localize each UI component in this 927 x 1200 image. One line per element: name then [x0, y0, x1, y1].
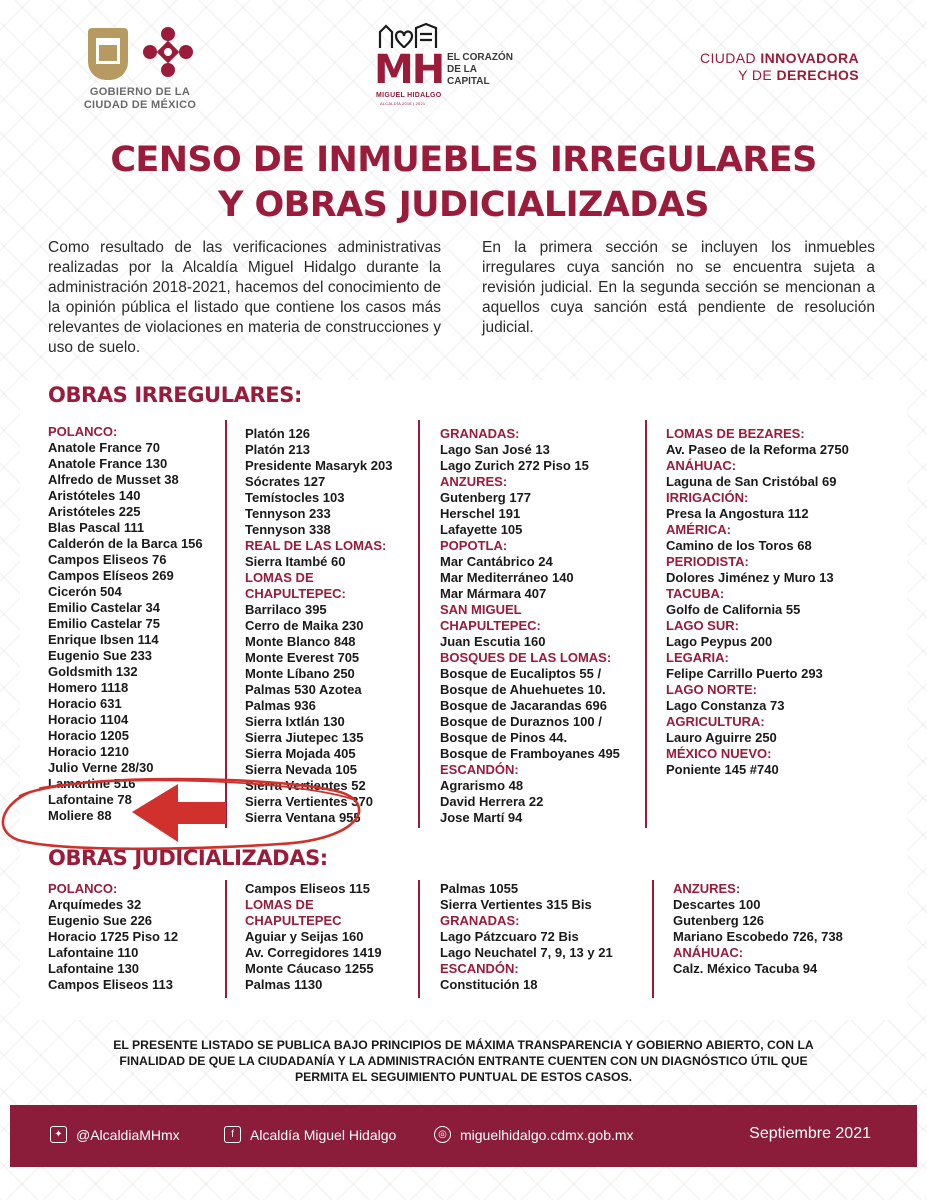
- twitter-icon: ✦: [50, 1126, 67, 1143]
- column-divider: [225, 420, 227, 828]
- list-item: Horacio 1210: [48, 744, 129, 759]
- column-divider: [225, 880, 227, 998]
- facebook-icon: f: [224, 1126, 241, 1143]
- list-item: Av. Corregidores 1419: [245, 945, 382, 960]
- notice-line2: FINALIDAD DE QUE LA CIUDADANÍA Y LA ADMINISTRACIÓN ENTRANTE CUENTEN CON UN DIAGNÓSTICO ÚTIL QUE: [119, 1054, 808, 1068]
- category-label: SAN MIGUEL: [440, 602, 522, 617]
- list-item: Av. Paseo de la Reforma 2750: [666, 442, 849, 457]
- arrow-icon: [132, 784, 226, 842]
- list-item: Dolores Jiménez y Muro 13: [666, 570, 834, 585]
- judicializadas-column-2: [245, 881, 435, 993]
- page-title: [0, 138, 927, 228]
- category-label: POLANCO:: [48, 881, 118, 896]
- list-item: Emilio Castelar 75: [48, 616, 160, 631]
- category-label: LOMAS DE: [245, 570, 314, 585]
- category-label: ESCANDÓN:: [440, 961, 519, 976]
- column-divider: [645, 420, 647, 828]
- list-item: Calderón de la Barca 156: [48, 536, 203, 551]
- category-label: CHAPULTEPEC:: [245, 586, 346, 601]
- list-item: Lago Pátzcuaro 72 Bis: [440, 929, 579, 944]
- list-item: Cicerón 504: [48, 584, 122, 599]
- list-item: David Herrera 22: [440, 794, 544, 809]
- list-item: Sierra Ventana 955: [245, 810, 361, 825]
- miguel-hidalgo-logo: [372, 22, 513, 106]
- footer-twitter[interactable]: [50, 1126, 180, 1143]
- judicializadas-column-1: [48, 881, 238, 993]
- list-item: Barrilaco 395: [245, 602, 327, 617]
- irregulares-column-3: [440, 426, 630, 826]
- list-item: Platón 213: [245, 442, 311, 457]
- list-item: Descartes 100: [673, 897, 761, 912]
- category-label: REAL DE LAS LOMAS:: [245, 538, 387, 553]
- judicializadas-column-4: [673, 881, 893, 977]
- category-label: POLANCO:: [48, 424, 118, 439]
- list-item: Anatole France 70: [48, 440, 160, 455]
- ciudad-bold2: DERECHOS: [776, 67, 859, 83]
- list-item: Aguiar y Seijas 160: [245, 929, 364, 944]
- list-item: Emilio Castelar 34: [48, 600, 160, 615]
- list-item: Blas Pascal 111: [48, 520, 145, 535]
- category-label: LOMAS DE: [245, 897, 314, 912]
- list-item: Lago Constanza 73: [666, 698, 785, 713]
- list-item: Tennyson 338: [245, 522, 331, 537]
- list-item: Presa la Angostura 112: [666, 506, 809, 521]
- list-item: Eugenio Sue 226: [48, 913, 153, 928]
- list-item: Felipe Carrillo Puerto 293: [666, 666, 823, 681]
- list-item: Mar Mármara 407: [440, 586, 547, 601]
- list-item: Golfo de California 55: [666, 602, 801, 617]
- list-item: Palmas 530 Azotea: [245, 682, 362, 697]
- category-label: PERIODISTA:: [666, 554, 749, 569]
- list-item: Sierra Nevada 105: [245, 762, 358, 777]
- list-item: Sierra Jiutepec 135: [245, 730, 364, 745]
- list-item: Campos Elíseos 269: [48, 568, 174, 583]
- list-item: Lamartine 516: [48, 776, 136, 791]
- cdmx-emblem-icon: [140, 24, 196, 80]
- list-item: Constitución 18: [440, 977, 538, 992]
- category-label: LEGARIA:: [666, 650, 729, 665]
- list-item: Calz. México Tacuba 94: [673, 961, 818, 976]
- category-label: IRRIGACIÓN:: [666, 490, 749, 505]
- list-item: Monte Everest 705: [245, 650, 360, 665]
- category-label: LAGO NORTE:: [666, 682, 757, 697]
- footer-bar: [10, 1105, 917, 1167]
- section-heading-irregulares: OBRAS IRREGULARES:: [48, 383, 302, 407]
- footer-facebook-label: Alcaldía Miguel Hidalgo: [250, 1126, 397, 1143]
- list-item: Julio Verne 28/30: [48, 760, 154, 775]
- list-item: Palmas 1130: [245, 977, 323, 992]
- list-item: Sócrates 127: [245, 474, 326, 489]
- list-item: Lago Peypus 200: [666, 634, 773, 649]
- list-item: Horacio 1104: [48, 712, 129, 727]
- list-item: Campos Eliseos 115: [245, 881, 371, 896]
- irregulares-column-2: [245, 426, 435, 826]
- list-item: Laguna de San Cristóbal 69: [666, 474, 837, 489]
- column-divider: [652, 880, 654, 998]
- list-item: Aristóteles 225: [48, 504, 141, 519]
- page-title-line2: Y OBRAS JUDICIALIZADAS: [218, 185, 709, 225]
- footer-web[interactable]: [434, 1126, 634, 1143]
- list-item: Cerro de Maika 230: [245, 618, 364, 633]
- gobierno-text: [70, 86, 210, 112]
- list-item: Lago San José 13: [440, 442, 550, 457]
- category-label: ANÁHUAC:: [673, 945, 744, 960]
- category-label: ESCANDÓN:: [440, 762, 519, 777]
- notice-line1: EL PRESENTE LISTADO SE PUBLICA BAJO PRINCIPIOS DE MÁXIMA TRANSPARENCIA Y GOBIERNO ABIERTO, CON LA: [113, 1038, 814, 1052]
- list-item: Lafayette 105: [440, 522, 523, 537]
- list-item: Palmas 1055: [440, 881, 519, 896]
- list-item: Campos Eliseos 113: [48, 977, 174, 992]
- list-item: Eugenio Sue 233: [48, 648, 153, 663]
- list-item: Lago Zurich 272 Piso 15: [440, 458, 589, 473]
- section-heading-judicializadas: OBRAS JUDICIALIZADAS:: [48, 846, 328, 870]
- list-item: Palmas 936: [245, 698, 316, 713]
- category-label: AMÉRICA:: [666, 522, 731, 537]
- list-item: Lago Neuchatel 7, 9, 13 y 21: [440, 945, 613, 960]
- category-label: TACUBA:: [666, 586, 725, 601]
- notice-line3: PERMITA EL SEGUIMIENTO PUNTUAL DE ESTOS CASOS.: [294, 1070, 632, 1084]
- list-item: Bosque de Jacarandas 696: [440, 698, 607, 713]
- list-item: Gutenberg 126: [673, 913, 765, 928]
- annotation-overlay: [0, 770, 927, 880]
- list-item: Lafontaine 130: [48, 961, 140, 976]
- list-item: Agrarismo 48: [440, 778, 524, 793]
- list-item: Lauro Aguirre 250: [666, 730, 777, 745]
- category-label: ANZURES:: [440, 474, 508, 489]
- list-item: Gutenberg 177: [440, 490, 532, 505]
- mh-slogan-line1: EL CORAZÓN: [447, 52, 513, 63]
- page-title-line1: CENSO DE INMUEBLES IRREGULARES: [110, 140, 817, 180]
- list-item: Moliere 88: [48, 808, 112, 823]
- category-label: GRANADAS:: [440, 426, 520, 441]
- list-item: Temístocles 103: [245, 490, 345, 505]
- list-item: Horacio 631: [48, 696, 122, 711]
- list-item: Herschel 191: [440, 506, 521, 521]
- list-item: Lafontaine 110: [48, 945, 139, 960]
- mh-letters: MH: [374, 47, 444, 93]
- list-item: Monte Blanco 848: [245, 634, 356, 649]
- mh-name: MIGUEL HIDALGO: [376, 92, 442, 99]
- list-item: Sierra Mojada 405: [245, 746, 356, 761]
- list-item: Presidente Masaryk 203: [245, 458, 393, 473]
- mh-slogan: [447, 52, 527, 88]
- list-item: Aristóteles 140: [48, 488, 141, 503]
- transparency-notice: [50, 1037, 877, 1085]
- list-item: Horacio 1205: [48, 728, 129, 743]
- category-label: CHAPULTEPEC: [245, 913, 342, 928]
- category-label: ANZURES:: [673, 881, 741, 896]
- category-label: BOSQUES DE LAS LOMAS:: [440, 650, 612, 665]
- list-item: Alfredo de Musset 38: [48, 472, 179, 487]
- web-icon: ◎: [434, 1126, 451, 1143]
- ciudad-bold1: INNOVADORA: [760, 50, 859, 66]
- column-divider: [418, 420, 420, 828]
- list-item: Jose Martí 94: [440, 810, 523, 825]
- list-item: Sierra Itambé 60: [245, 554, 346, 569]
- list-item: Sierra Vertientes 370: [245, 794, 373, 809]
- category-label: ANÁHUAC:: [666, 458, 737, 473]
- footer-date: Septiembre 2021: [749, 1125, 871, 1142]
- gobierno-text-line2: CIUDAD DE MÉXICO: [83, 99, 197, 111]
- category-label: AGRICULTURA:: [666, 714, 765, 729]
- list-item: Juan Escutia 160: [440, 634, 546, 649]
- judicializadas-column-3: [440, 881, 630, 993]
- list-item: Camino de los Toros 68: [666, 538, 812, 553]
- gobierno-text-line1: GOBIERNO DE LA: [89, 86, 191, 98]
- annotation-circle-2: [40, 780, 355, 800]
- list-item: Monte Cáucaso 1255: [245, 961, 374, 976]
- list-item: Sierra Vertientes 315 Bis: [440, 897, 592, 912]
- list-item: Tennyson 233: [245, 506, 331, 521]
- footer-facebook[interactable]: [224, 1126, 396, 1143]
- category-label: MÉXICO NUEVO:: [666, 746, 772, 761]
- list-item: Sierra Ixtlán 130: [245, 714, 345, 729]
- list-item: Bosque de Duraznos 100 /: [440, 714, 602, 729]
- list-item: Goldsmith 132: [48, 664, 138, 679]
- shield-icon: [88, 28, 128, 80]
- list-item: Bosque de Ahuehuetes 10.: [440, 682, 606, 697]
- ciudad-prefix: CIUDAD: [699, 50, 757, 66]
- list-item: Poniente 145 #740: [666, 762, 779, 777]
- intro-paragraph-right: En la primera sección se incluyen los inmuebles irregulares cuya sanción no se encuentra sujeta a revisión judicial. En la segunda sección se mencionan a aquellos cuya sanción está pendiente de resolución judicial.: [482, 239, 875, 336]
- list-item: Bosque de Framboyanes 495: [440, 746, 620, 761]
- footer-twitter-label: @AlcaldiaMHmx: [76, 1126, 180, 1143]
- ciudad-mid: Y DE: [738, 67, 773, 83]
- intro-paragraph-left: Como resultado de las verificaciones administrativas realizadas por la Alcaldía Miguel Hidalgo durante la administración 2018-2021, hacemos del conocimiento de la opinión pública el listado que contiene los casos más relevantes de violaciones en materia de construcciones y uso de suelo.: [48, 239, 441, 356]
- mh-slogan-line2: DE LA: [447, 64, 477, 75]
- category-label: LOMAS DE BEZARES:: [666, 426, 805, 441]
- list-item: Bosque de Pinos 44.: [440, 730, 568, 745]
- list-item: Bosque de Eucaliptos 55 /: [440, 666, 602, 681]
- irregulares-column-4: [666, 426, 886, 778]
- list-item: Horacio 1725 Piso 12: [48, 929, 179, 944]
- mh-sub: ALCALDÍA 2018 | 2021: [380, 101, 426, 106]
- ciudad-innovadora-tagline: [700, 50, 859, 84]
- list-item: Arquímedes 32: [48, 897, 142, 912]
- list-item: Platón 126: [245, 426, 311, 441]
- list-item: Sierra Vertientes 52: [245, 778, 366, 793]
- list-item: Lafontaine 78: [48, 792, 132, 807]
- list-item: Anatole France 130: [48, 456, 168, 471]
- irregulares-column-1: [48, 424, 238, 824]
- category-label: LAGO SUR:: [666, 618, 739, 633]
- category-label: GRANADAS:: [440, 913, 520, 928]
- list-item: Enrique Ibsen 114: [48, 632, 159, 647]
- column-divider: [418, 880, 420, 998]
- list-item: Mar Mediterráneo 140: [440, 570, 574, 585]
- list-item: Campos Eliseos 76: [48, 552, 167, 567]
- category-label: POPOTLA:: [440, 538, 508, 553]
- category-label: CHAPULTEPEC:: [440, 618, 541, 633]
- list-item: Mar Cantábrico 24: [440, 554, 553, 569]
- list-item: Homero 1118: [48, 680, 129, 695]
- list-item: Monte Líbano 250: [245, 666, 355, 681]
- list-item: Mariano Escobedo 726, 738: [673, 929, 843, 944]
- footer-web-label: miguelhidalgo.cdmx.gob.mx: [460, 1126, 634, 1143]
- mh-slogan-line3: CAPITAL: [447, 76, 490, 87]
